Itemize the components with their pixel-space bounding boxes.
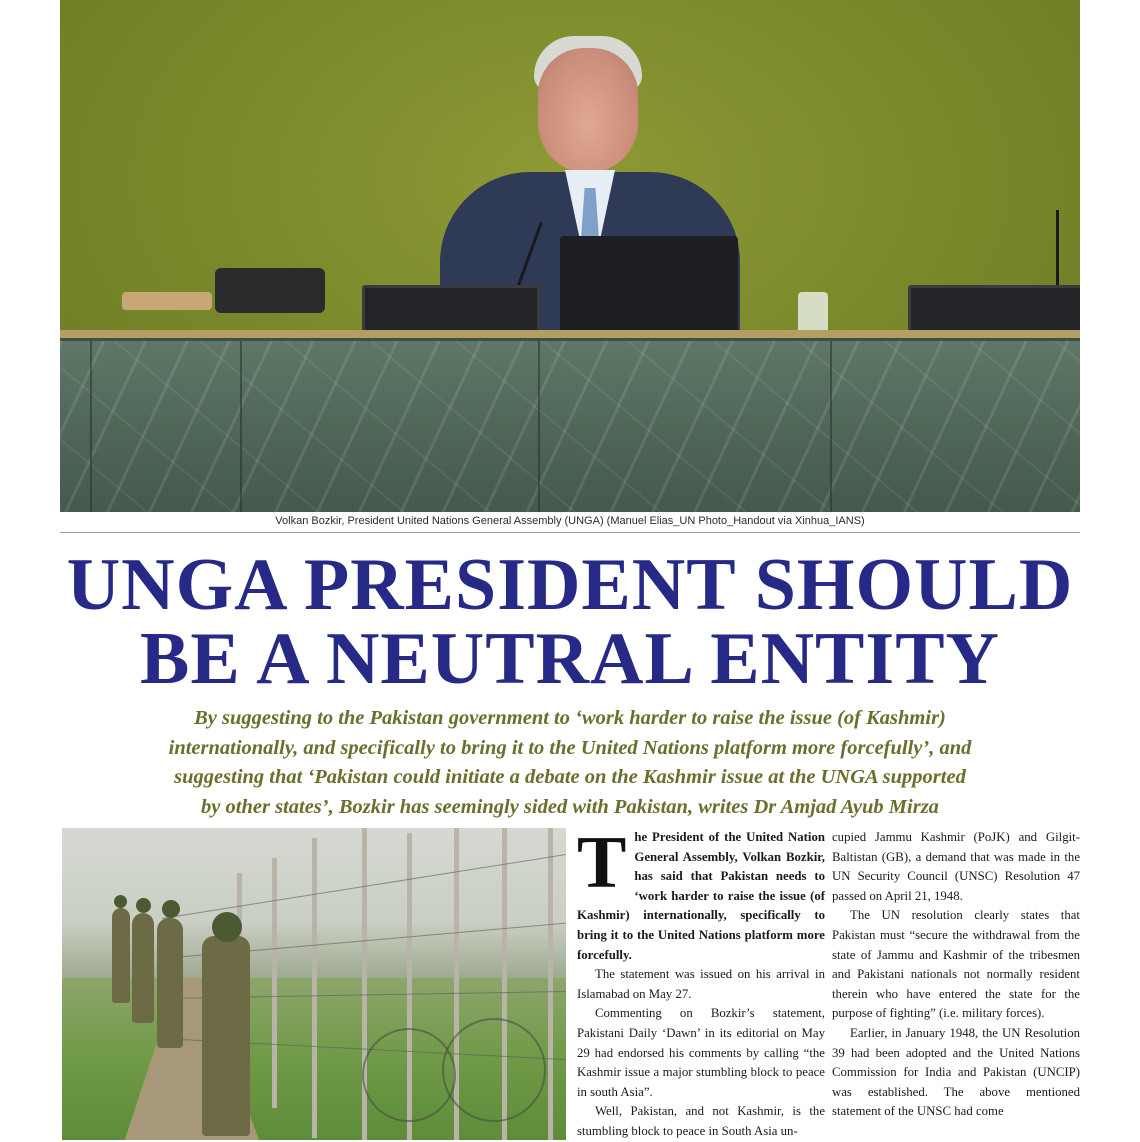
bottom-photo-border-patrol: [62, 828, 566, 1140]
microphone-right: [1056, 210, 1059, 290]
soldier: [157, 918, 183, 1048]
soldier-helmet: [114, 895, 127, 908]
article-paragraph: The UN resolution clearly states that Pakistan must “secure the withdrawal from the state of Jammu and Kashmir of the tribesmen and Pakistani nationals not normally resident therein who have entered the state for the purpose of fighting” (i.e. military forces).: [832, 908, 1080, 1021]
barbed-wire-coil: [442, 1018, 546, 1122]
laptop: [560, 236, 738, 340]
caption-divider: [60, 532, 1080, 533]
standfirst-line-4: by other states’, Bozkir has seemingly sided with Pakistan, writes Dr Amjad Ayub Mirza: [201, 795, 939, 818]
article-paragraph: Earlier, in January 1948, the UN Resolution 39 had been adopted and the United Nations Commission for India and Pakistan (UNCIP) was established. The above mentioned statement of the UNSC had come: [832, 1025, 1080, 1119]
soldier-helmet: [212, 912, 242, 942]
standfirst: [40, 704, 1100, 822]
fence-post: [312, 838, 317, 1138]
article-lead-paragraph: he President of the United Nation General Assembly, Volkan Bozkir, has said that Pakistan needs to ‘work harder to raise the issue (of Kashmir) internationally, specifically to bring it to the United Nations platform more forcefully.: [577, 830, 825, 962]
soldier-helmet: [136, 898, 151, 913]
gavel: [122, 292, 212, 310]
person-head: [538, 48, 638, 173]
soldier: [132, 913, 154, 1023]
headline-line-2: BE A NEUTRAL ENTITY: [140, 618, 1000, 700]
headline: [40, 544, 1100, 700]
standfirst-line-3: suggesting that ‘Pakistan could initiate a debate on the Kashmir issue at the UNGA supported: [174, 766, 966, 788]
standfirst-line-1: By suggesting to the Pakistan government to ‘work harder to raise the issue (of Kashmir): [194, 707, 946, 729]
article-paragraph: cupied Jammu Kashmir (PoJK) and Gilgit-Baltistan (GB), a demand that was made in the UN Security Council (UNSC) Resolution 47 passed on April 21, 1948.: [832, 830, 1080, 903]
article-paragraph: Well, Pakistan, and not Kashmir, is the stumbling block to peace in South Asia un-: [577, 1104, 825, 1138]
article-column-1: [577, 822, 825, 1142]
marble-podium: [60, 338, 1080, 512]
fence-post: [272, 858, 277, 1108]
headline-line-1: UNGA PRESIDENT SHOULD: [66, 544, 1074, 626]
article-column-2: [832, 828, 1080, 1122]
fence-post: [548, 828, 553, 1140]
dropcap: T: [577, 822, 627, 904]
soldier-lead: [202, 936, 250, 1136]
article-paragraph: The statement was issued on his arrival in Islamabad on May 27.: [577, 967, 825, 1001]
photo-caption: Volkan Bozkir, President United Nations General Assembly (UNGA) (Manuel Elias_UN Photo_Handout via Xinhua_IANS): [275, 515, 865, 527]
desk-phone: [215, 268, 325, 313]
soldier: [112, 908, 130, 1003]
standfirst-line-2: internationally, and specifically to bring it to the United Nations platform more forcefully’, and: [168, 736, 972, 759]
top-photo-unga-president: [60, 0, 1080, 512]
soldier-helmet: [162, 900, 180, 918]
article-paragraph: Commenting on Bozkir’s statement, Pakistani Daily ‘Dawn’ in its editorial on May 29 had endorsed his comments by calling “the Kashmir issue a major stumbling block to peace in south Asia”.: [577, 1006, 825, 1099]
